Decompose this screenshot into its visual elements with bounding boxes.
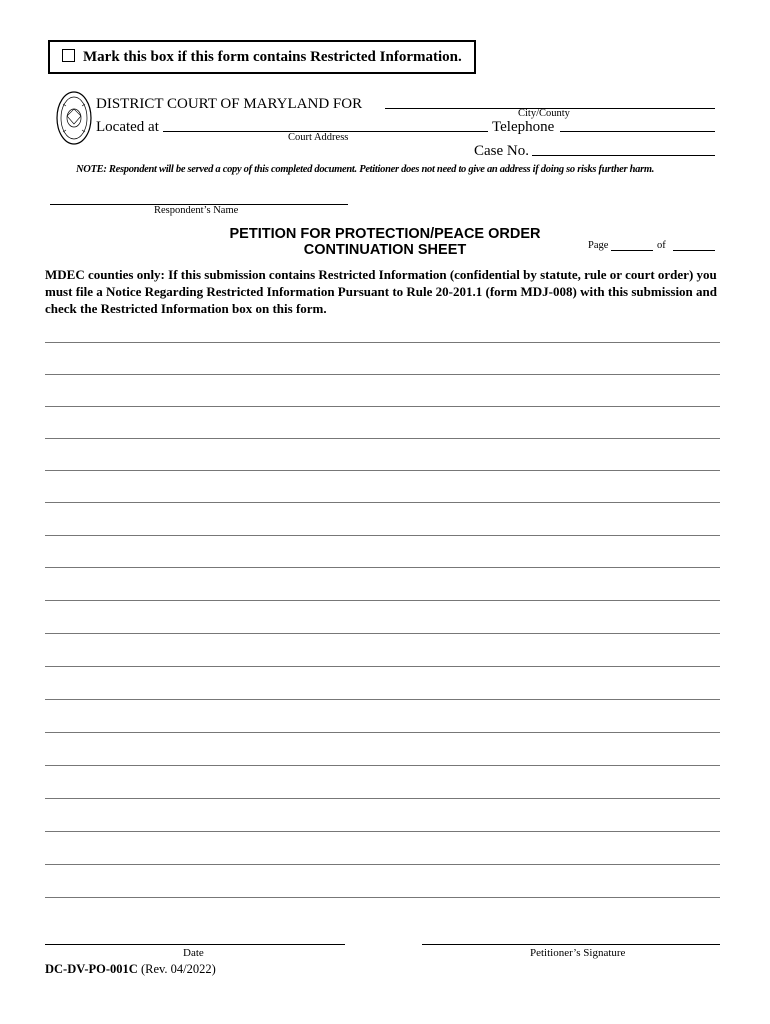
continuation-line[interactable] (45, 699, 720, 700)
page-number-field[interactable] (611, 250, 653, 251)
continuation-line[interactable] (45, 765, 720, 766)
continuation-line[interactable] (45, 864, 720, 865)
respondent-note: NOTE: Respondent will be served a copy of this completed document. Petitioner does not need to give an address if doing so risks further harm. (76, 164, 655, 175)
continuation-line[interactable] (45, 600, 720, 601)
located-at-label: Located at (96, 119, 159, 135)
continuation-line[interactable] (45, 406, 720, 407)
page-label: Page (588, 240, 609, 251)
form-code (45, 962, 216, 977)
form-revision: (Rev. 04/2022) (140, 962, 216, 976)
continuation-line[interactable] (45, 502, 720, 503)
telephone-label: Telephone (492, 119, 555, 135)
continuation-line[interactable] (45, 798, 720, 799)
telephone-field[interactable] (560, 131, 715, 132)
continuation-line[interactable] (45, 342, 720, 343)
court-title: DISTRICT COURT OF MARYLAND FOR (96, 96, 363, 112)
continuation-line[interactable] (45, 897, 720, 898)
continuation-line[interactable] (45, 732, 720, 733)
signature-caption: Petitioner’s Signature (530, 947, 626, 959)
date-field[interactable] (45, 944, 345, 945)
case-no-field[interactable] (532, 155, 715, 156)
page-total-field[interactable] (673, 250, 715, 251)
form-title (210, 226, 560, 258)
signature-field[interactable] (422, 944, 720, 945)
continuation-line[interactable] (45, 633, 720, 634)
form-number: DC-DV-PO-001C (45, 962, 138, 976)
continuation-line[interactable] (45, 374, 720, 375)
continuation-line[interactable] (45, 567, 720, 568)
page-of-label: of (657, 240, 666, 251)
continuation-line[interactable] (45, 666, 720, 667)
date-caption: Date (183, 947, 204, 959)
continuation-line[interactable] (45, 535, 720, 536)
continuation-line[interactable] (45, 438, 720, 439)
mdec-instructions: MDEC counties only: If this submission contains Restricted Information (confidential by statute, rule or court order) you must file a Notice Regarding Restricted Information Pursuant to Rule 20-201.1 (form MDJ-008) with this submission and check the Restricted Information box on this form. (45, 267, 717, 316)
restricted-info-checkbox[interactable] (62, 49, 75, 62)
form-title-line1: PETITION FOR PROTECTION/PEACE ORDER (229, 226, 541, 242)
restricted-info-box (48, 40, 476, 74)
continuation-line[interactable] (45, 831, 720, 832)
continuation-line[interactable] (45, 470, 720, 471)
form-title-line2: CONTINUATION SHEET (303, 242, 467, 258)
court-address-caption: Court Address (288, 132, 349, 143)
case-no-label: Case No. (474, 143, 529, 159)
city-county-caption: City/County (518, 108, 570, 119)
restricted-info-label: Mark this box if this form contains Restricted Information. (83, 49, 462, 65)
court-seal-icon (55, 90, 93, 146)
respondent-name-caption: Respondent’s Name (154, 205, 239, 216)
